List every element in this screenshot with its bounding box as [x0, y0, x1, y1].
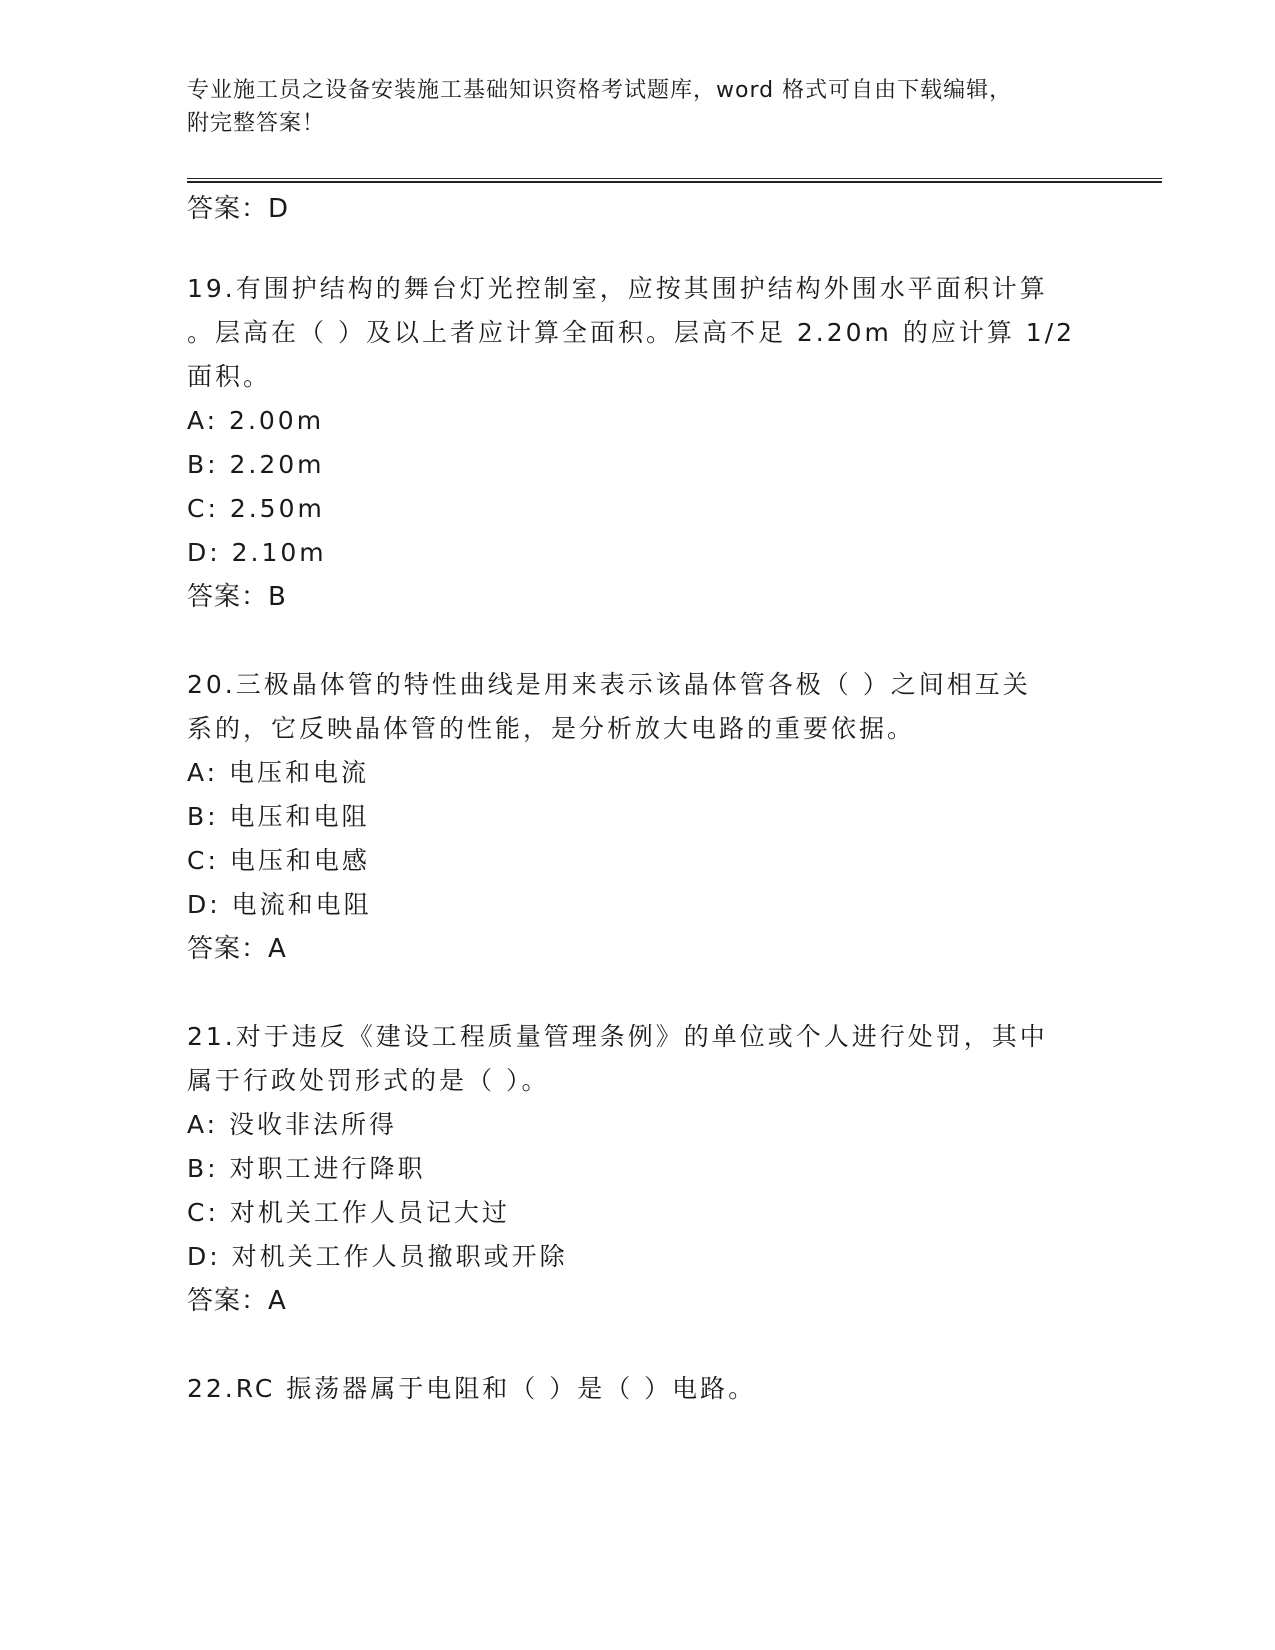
question-20-option-d: D: 电流和电阻 — [187, 890, 372, 919]
question-20-answer: 答案：A — [187, 934, 287, 964]
question-21-answer: 答案：A — [187, 1286, 287, 1316]
question-20-option-b: B: 电压和电阻 — [187, 802, 370, 831]
question-21-option-c: C: 对机关工作人员记大过 — [187, 1198, 510, 1227]
question-19-option-d: D: 2.10m — [187, 538, 327, 567]
question-20-line-1: 20.三极晶体管的特性曲线是用来表示该晶体管各极（ ）之间相互关 — [187, 670, 1031, 699]
question-22-line-1: 22.RC 振荡器属于电阻和（ ）是（ ）电路。 — [187, 1374, 757, 1403]
header-line-2: 附完整答案！ — [187, 111, 326, 136]
question-21-option-b: B: 对职工进行降职 — [187, 1154, 426, 1183]
question-20-option-a: A: 电压和电流 — [187, 758, 370, 787]
question-20-line-2: 系的，它反映晶体管的性能，是分析放大电路的重要依据。 — [187, 714, 916, 743]
question-19-option-c: C: 2.50m — [187, 494, 325, 523]
question-20-option-c: C: 电压和电感 — [187, 846, 370, 875]
question-19-line-1: 19.有围护结构的舞台灯光控制室，应按其围护结构外围水平面积计算 — [187, 274, 1048, 303]
document-header — [187, 74, 1087, 140]
question-21-option-a: A: 没收非法所得 — [187, 1110, 398, 1139]
question-19-line-3: 面积。 — [187, 362, 272, 391]
answer-label: 答案：D — [187, 194, 290, 224]
question-19-option-a: A: 2.00m — [187, 406, 325, 435]
document-page — [187, 0, 1162, 1650]
question-19-answer: 答案：B — [187, 582, 287, 612]
question-19-line-2: 。层高在（ ）及以上者应计算全面积。层高不足 2.20m 的应计算 1/2 — [187, 318, 1076, 347]
question-21-line-2: 属于行政处罚形式的是（ ）。 — [187, 1066, 550, 1095]
question-21-line-1: 21.对于违反《建设工程质量管理条例》的单位或个人进行处罚，其中 — [187, 1022, 1048, 1051]
header-divider — [187, 178, 1162, 183]
question-21-option-d: D: 对机关工作人员撤职或开除 — [187, 1242, 568, 1271]
question-19-option-b: B: 2.20m — [187, 450, 325, 479]
header-line-1: 专业施工员之设备安装施工基础知识资格考试题库，word 格式可自由下载编辑， — [187, 78, 1013, 103]
